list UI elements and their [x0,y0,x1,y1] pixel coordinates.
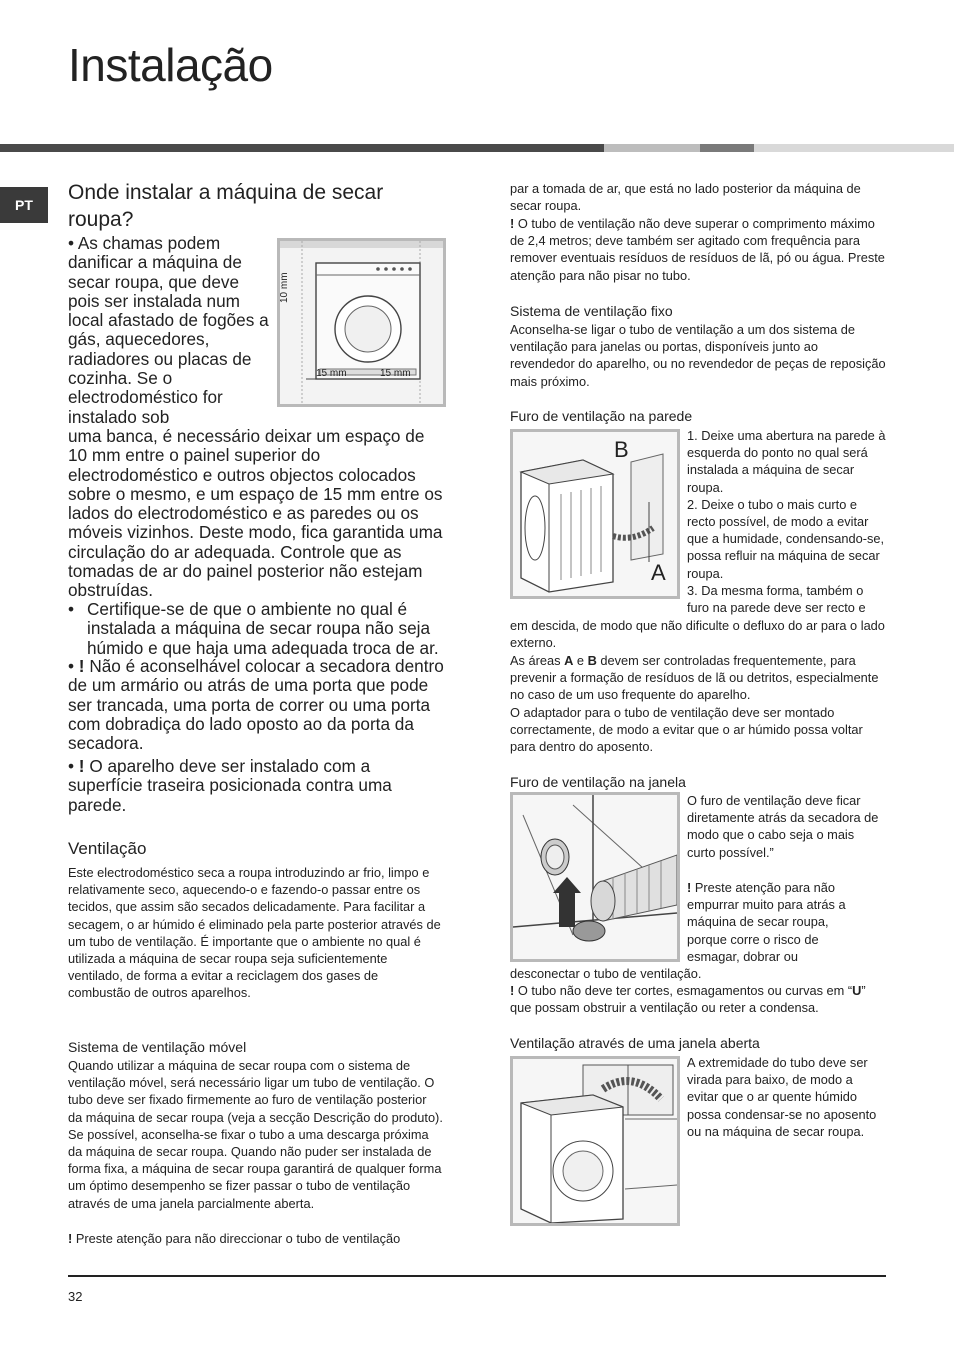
areas-post: devem ser controladas frequentemente, para prevenir a formação de resíduos de lã ou detritos, especialmente no caso de um uso frequente do aparelho. [510,653,879,703]
length-warning [510,215,886,284]
section-heading-ventilation: Ventilação [68,839,147,858]
header-bar-light [754,144,954,152]
bullet-humidity [68,600,448,658]
fixed-vent-text: Aconselha-se ligar o tubo de ventilação a um dos sistema de ventilação para janelas ou portas, disponíveis junto ao revendedor do aparelho, ou no revendedor de peças de reposição mais próximo. [510,322,886,389]
warning-mark: ! [78,656,85,676]
clearance-figure [277,238,446,407]
window-vent-illustration [513,795,677,959]
page-title: Instalação [68,39,273,91]
area-a-ref: A [564,653,574,668]
header-bar-mid2 [700,144,754,152]
language-tab: PT [0,187,48,223]
window-hole-text-full: desconectar o tubo de ventilação. [510,966,702,981]
window-hole-text: O furo de ventilação deve ficar diretamente atrás da secadora de modo que o cabo seja o mais curto possível.” [687,793,879,860]
bullet-cabinet: • ! Não é aconselhável colocar a secadora dentro de um armário ou atrás de uma porta que pode ser trancada, uma porta de correr ou uma porta com dobradiça do lado oposto ao da porta da secadora. [68,656,444,754]
tube-cut-post: ” que possam obstruir a ventilação ou reter a condensa. [510,983,866,1016]
warning-mark: ! [68,1231,73,1246]
section-heading-mobile: Sistema de ventilação móvel [68,1039,247,1055]
mobile-vent-text: Quando utilizar a máquina de secar roupa com o sistema de ventilação móvel, será necessário ligar um tubo de ventilação. O tubo deve ser fixado firmemente ao furo de ventilação posterior da máquina de secar roupa (veja a secção Descrição do produto). Se possível, aconselha-se fixar o tubo a uma descarga próxima da máquina de secar roupa. Quando não puder ser instalada de forma fixa, a máquina de secar roupa garantirá de qualquer forma um óptimo desempenho se fizer passar o tubo de ventilação através de uma janela parcialmente aberta. [68,1058,443,1211]
header-bar-dark [0,144,604,152]
clearance-left-label: 15 mm [316,368,347,379]
areas-and: e [576,653,585,668]
bullet-wall: • ! O aparelho deve ser instalado com a superfície traseira posicionada contra uma parede. [68,756,392,815]
adapter-text: O adaptador para o tubo de ventilação deve ser montado correctamente, de modo a evitar que o ar húmido possa voltar para dentro do aposento. [510,705,863,755]
mobile-vent-warning-text: Preste atenção para não direccionar o tubo de ventilação [75,1231,401,1246]
bullet-wall-text: O aparelho deve ser instalado com a superfície traseira posicionada contra uma parede. [68,756,392,815]
open-window-text: A extremidade do tubo deve ser virada para baixo, de modo a evitar que o ar quente húmido possa condensar-se no aposento ou na máquina de secar roupa. [687,1055,877,1139]
bullet-cabinet-text: Não é aconselhável colocar a secadora dentro de um armário ou atrás de uma porta que pode ser trancada, uma porta de correr ou uma porta com dobradiça do lado oposto ao da porta da secadora. [68,656,444,754]
continued-text: par a tomada de ar, que está no lado posterior da máquina de secar roupa. [510,181,861,214]
open-window-illustration [513,1059,677,1223]
area-a-label: A [651,560,666,585]
footer-rule [68,1275,886,1277]
wall-hole-text-full: em descida, de modo que não dificulte o defluxo do ar para o lado externo. [510,618,885,651]
install-paragraph-full: uma banca, é necessário deixar um espaço de 10 mm entre o painel superior do electrodoméstico e outros objectos colocados sobre o mesmo, e um espaço de 15 mm entre os lados do electrodoméstico e as paredes ou os móveis vizinhos. Deste modo, fica garantida uma circulação do ar adequada. Controle que as tomadas de ar do painel posterior não estejam obstruídas. [68,426,443,601]
window-vent-figure [510,792,680,962]
open-window-figure [510,1056,680,1226]
section-heading-where: Onde instalar a máquina de secar roupa? [68,181,384,231]
ventilation-text: Este electrodoméstico seca a roupa introduzindo ar frio, limpo e relativamente seco, aquecendo-o e fazendo-o passar entre os tecidos, que assim são secados delicadamente. Para facilitar a secagem, o ar húmido é eliminado pela parte posterior através de um tubo de ventilação. É importante que o ambiente no qual é utilizada a máquina de secar roupa seja suficientemente ventilado, de forma a evitar a reciclagem dos gases de combustão de outros aparelhos. [68,865,441,1001]
u-shape-ref: U [852,983,862,998]
window-push-warning [687,879,867,965]
length-warning-text: O tubo de ventilação não deve superar o comprimento máximo de 2,4 metros; deve também ser agitado com frequência para remover eventuais resíduos de resíduos de lã, pó ou água. Preste atenção para não pisar no tubo. [510,216,885,283]
bullet-humidity-text: Certifique-se de que o ambiente no qual é instalada a máquina de secar roupa não seja húmido e que haja uma adequada troca de ar. [87,599,439,658]
wall-hole-steps: 1. Deixe uma abertura na parede à esquerda do ponto no qual será instalada a máquina de secar roupa. 2. Deixe o tubo o mais curto e recto possível, de modo a evitar que a humidade, condensando-se, possa refluir na máquina de secar roupa. 3. Da mesma forma, também o furo na parede deve ser recto e [687,428,886,616]
install-paragraph-wrapped: • As chamas podem danificar a máquina de secar roupa, que deve pois ser instalada num local afastado de fogões a gás, aquecedores, radiadores ou placas de cozinha. Se o electrodoméstico for instalado sob [68,233,269,427]
window-push-warning-text: Preste atenção para não empurrar muito para atrás a máquina de secar roupa, porque corre o risco de esmagar, dobrar ou [687,880,846,964]
clearance-right-label: 15 mm [380,368,411,379]
header-bar-mid [604,144,700,152]
area-b-ref: B [587,653,597,668]
dryer-front-illustration [280,241,443,404]
tube-cut-warning [510,982,886,1016]
section-heading-window-hole: Furo de ventilação na janela [510,774,686,790]
areas-pre: As áreas [510,653,561,668]
tube-cut-pre: O tubo não deve ter cortes, esmagamentos ou curvas em “ [517,983,853,998]
warning-mark: ! [510,983,515,998]
warning-mark: ! [687,880,692,895]
areas-text [510,652,886,704]
wall-vent-figure [510,429,680,599]
clearance-top-label: 10 mm [279,272,290,303]
section-heading-open-window: Ventilação através de uma janela aberta [510,1035,760,1051]
page-number: 32 [68,1289,83,1304]
warning-mark: ! [510,216,515,231]
warning-mark: ! [78,756,85,776]
section-heading-wall-hole: Furo de ventilação na parede [510,408,693,424]
bullet-dot: • [68,599,75,619]
area-b-label: B [614,437,629,462]
section-heading-fixed: Sistema de ventilação fixo [510,303,673,319]
mobile-vent-warning [68,1230,448,1247]
